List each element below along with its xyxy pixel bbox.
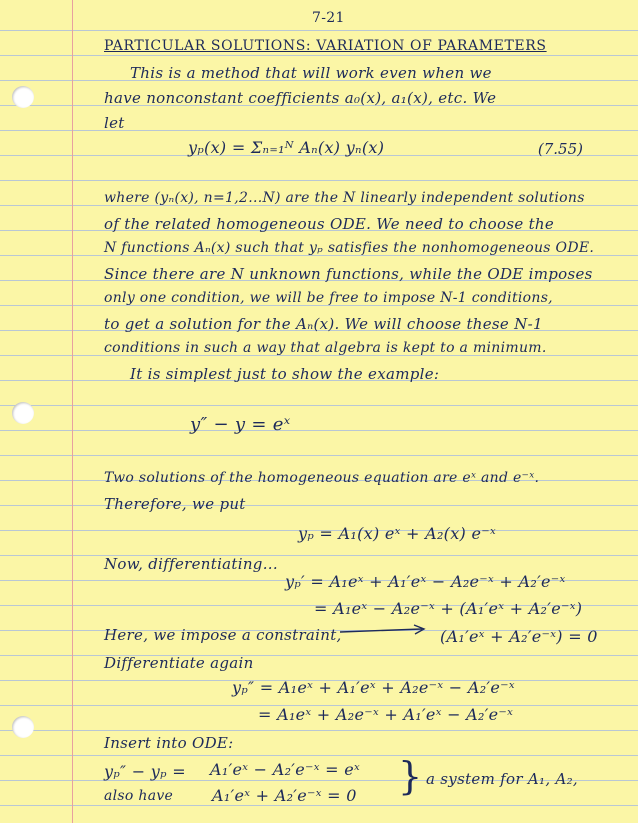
text-line-4: where (yₙ(x), n=1,2...N) are the N linearly independent solutions bbox=[104, 190, 585, 206]
text-line-2: have nonconstant coefficients a₀(x), a₁(x), etc. We bbox=[104, 89, 497, 107]
text-line-18: also have bbox=[104, 788, 174, 804]
text-line-3: let bbox=[104, 114, 125, 132]
text-line-17: Insert into ODE: bbox=[104, 734, 234, 752]
text-line-5: of the related homogeneous ODE. We need to choose the bbox=[104, 215, 555, 233]
ode-equation: y″ − y = eˣ bbox=[190, 414, 291, 435]
equation-7-55: yₚ(x) = Σₙ₌₁ᴺ Aₙ(x) yₙ(x) bbox=[188, 138, 385, 157]
binder-hole-top bbox=[12, 86, 34, 108]
text-line-14: Now, differentiating... bbox=[104, 555, 278, 573]
system-equation-2: A₁′eˣ + A₂′e⁻ˣ = 0 bbox=[212, 786, 357, 805]
system-equation-1: A₁′eˣ − A₂′e⁻ˣ = eˣ bbox=[210, 760, 360, 779]
yp-double-prime-line-2: = A₁eˣ + A₂e⁻ˣ + A₁′eˣ − A₂′e⁻ˣ bbox=[258, 705, 514, 724]
text-line-16: Differentiate again bbox=[104, 654, 254, 672]
yp-prime-line-2: = A₁eˣ − A₂e⁻ˣ + (A₁′eˣ + A₂′e⁻ˣ) bbox=[314, 599, 583, 618]
text-line-15: Here, we impose a constraint, bbox=[104, 626, 342, 644]
system-lhs: yₚ″ − yₚ = bbox=[104, 762, 186, 781]
text-line-8: only one condition, we will be free to impose N-1 conditions, bbox=[104, 290, 553, 306]
yp-prime-line-1: yₚ′ = A₁eˣ + A₁′eˣ − A₂e⁻ˣ + A₂′e⁻ˣ bbox=[285, 572, 566, 591]
text-line-6: N functions Aₙ(x) such that yₚ satisfies the nonhomogeneous ODE. bbox=[104, 240, 595, 256]
yp-double-prime-line-1: yₚ″ = A₁eˣ + A₁′eˣ + A₂e⁻ˣ − A₂′e⁻ˣ bbox=[232, 678, 515, 697]
text-line-7: Since there are N unknown functions, while the ODE imposes bbox=[104, 265, 593, 283]
system-brace: } bbox=[398, 754, 423, 798]
text-line-1: This is a method that will work even when we bbox=[130, 64, 492, 82]
constraint-equation: (A₁′eˣ + A₂′e⁻ˣ) = 0 bbox=[440, 627, 598, 646]
arrow-icon bbox=[340, 624, 430, 638]
yp-equation: yₚ = A₁(x) eˣ + A₂(x) e⁻ˣ bbox=[298, 524, 496, 543]
binder-hole-bottom bbox=[12, 716, 34, 738]
page-number: 7-21 bbox=[312, 10, 345, 26]
text-line-13: Therefore, we put bbox=[104, 495, 246, 513]
text-line-10: conditions in such a way that algebra is kept to a minimum. bbox=[104, 340, 547, 356]
text-line-11: It is simplest just to show the example: bbox=[130, 365, 440, 383]
equation-label: (7.55) bbox=[537, 140, 583, 158]
binder-hole-middle bbox=[12, 402, 34, 424]
text-line-9: to get a solution for the Aₙ(x). We will choose these N-1 bbox=[104, 315, 543, 333]
system-note: a system for A₁, A₂, bbox=[426, 770, 578, 788]
text-line-12: Two solutions of the homogeneous equation are eˣ and e⁻ˣ. bbox=[104, 470, 540, 486]
page-title: PARTICULAR SOLUTIONS: VARIATION OF PARAMETERS bbox=[104, 38, 547, 54]
